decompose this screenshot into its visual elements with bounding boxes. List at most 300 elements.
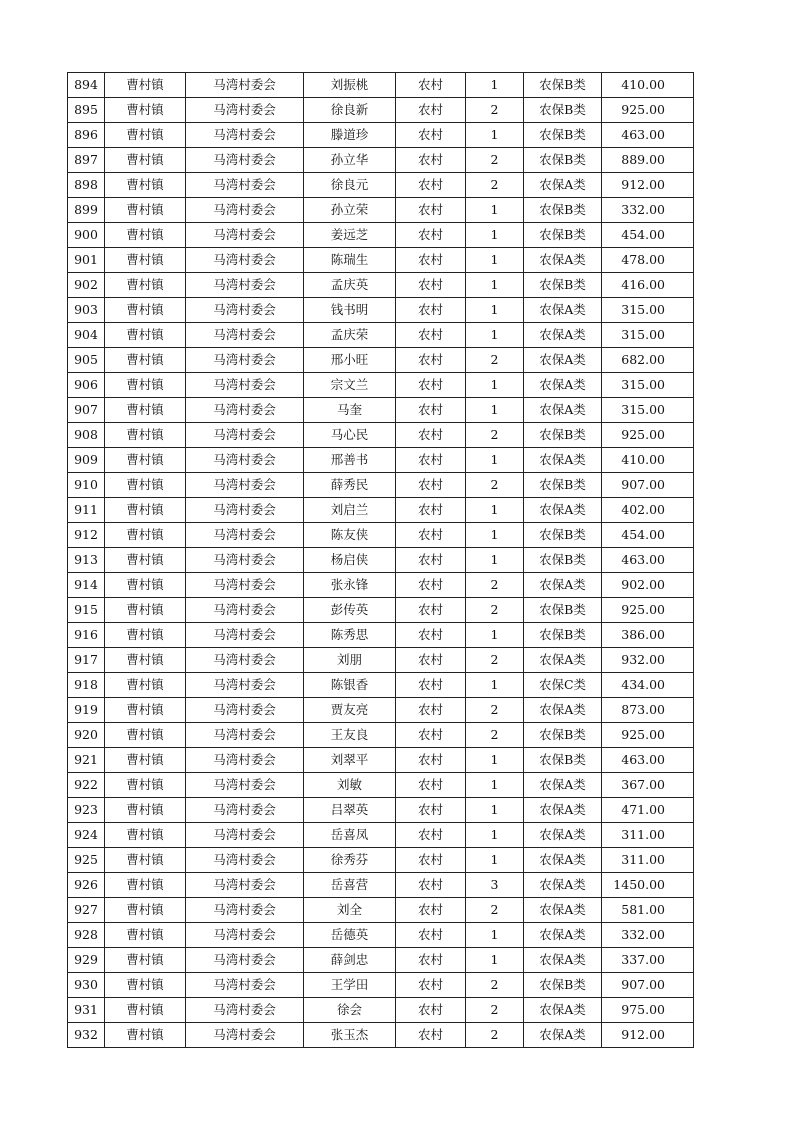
cell-town: 曹村镇 <box>105 273 186 298</box>
cell-name: 姜远芝 <box>304 223 396 248</box>
table-row <box>68 523 694 548</box>
cell-amount: 1450.00 <box>602 873 694 898</box>
cell-insurance-category: 农保A类 <box>524 948 602 973</box>
cell-village-committee: 马湾村委会 <box>186 723 304 748</box>
cell-household-type: 农村 <box>396 248 466 273</box>
cell-amount: 315.00 <box>602 298 694 323</box>
cell-amount: 932.00 <box>602 648 694 673</box>
cell-village-committee: 马湾村委会 <box>186 673 304 698</box>
cell-name: 王学田 <box>304 973 396 998</box>
cell-town: 曹村镇 <box>105 1023 186 1048</box>
cell-row-number: 930 <box>68 973 105 998</box>
cell-name: 刘敏 <box>304 773 396 798</box>
cell-row-number: 929 <box>68 948 105 973</box>
table-row <box>68 973 694 998</box>
table-row <box>68 73 694 98</box>
cell-name: 杨启侠 <box>304 548 396 573</box>
table-row <box>68 248 694 273</box>
cell-amount: 925.00 <box>602 423 694 448</box>
cell-people-count: 2 <box>466 473 524 498</box>
cell-people-count: 2 <box>466 348 524 373</box>
cell-town: 曹村镇 <box>105 298 186 323</box>
cell-village-committee: 马湾村委会 <box>186 573 304 598</box>
cell-amount: 386.00 <box>602 623 694 648</box>
cell-town: 曹村镇 <box>105 698 186 723</box>
cell-town: 曹村镇 <box>105 423 186 448</box>
cell-amount: 478.00 <box>602 248 694 273</box>
table-row <box>68 623 694 648</box>
cell-people-count: 1 <box>466 298 524 323</box>
cell-row-number: 920 <box>68 723 105 748</box>
cell-household-type: 农村 <box>396 373 466 398</box>
table-row <box>68 798 694 823</box>
cell-insurance-category: 农保A类 <box>524 248 602 273</box>
cell-name: 钱书明 <box>304 298 396 323</box>
cell-name: 刘全 <box>304 898 396 923</box>
cell-village-committee: 马湾村委会 <box>186 1023 304 1048</box>
cell-village-committee: 马湾村委会 <box>186 648 304 673</box>
cell-row-number: 910 <box>68 473 105 498</box>
table-row <box>68 773 694 798</box>
cell-row-number: 900 <box>68 223 105 248</box>
table-row <box>68 273 694 298</box>
cell-village-committee: 马湾村委会 <box>186 448 304 473</box>
cell-name: 张玉杰 <box>304 1023 396 1048</box>
table-row <box>68 598 694 623</box>
cell-village-committee: 马湾村委会 <box>186 273 304 298</box>
cell-name: 马奎 <box>304 398 396 423</box>
cell-insurance-category: 农保C类 <box>524 673 602 698</box>
cell-amount: 337.00 <box>602 948 694 973</box>
cell-village-committee: 马湾村委会 <box>186 698 304 723</box>
cell-amount: 367.00 <box>602 773 694 798</box>
cell-name: 孟庆英 <box>304 273 396 298</box>
cell-row-number: 908 <box>68 423 105 448</box>
cell-amount: 315.00 <box>602 398 694 423</box>
cell-insurance-category: 农保B类 <box>524 273 602 298</box>
cell-row-number: 931 <box>68 998 105 1023</box>
cell-people-count: 2 <box>466 423 524 448</box>
cell-household-type: 农村 <box>396 1023 466 1048</box>
cell-row-number: 911 <box>68 498 105 523</box>
cell-people-count: 1 <box>466 823 524 848</box>
cell-row-number: 917 <box>68 648 105 673</box>
cell-town: 曹村镇 <box>105 823 186 848</box>
cell-amount: 410.00 <box>602 73 694 98</box>
cell-amount: 925.00 <box>602 598 694 623</box>
cell-village-committee: 马湾村委会 <box>186 873 304 898</box>
cell-household-type: 农村 <box>396 898 466 923</box>
cell-household-type: 农村 <box>396 773 466 798</box>
cell-people-count: 2 <box>466 698 524 723</box>
cell-people-count: 1 <box>466 323 524 348</box>
cell-household-type: 农村 <box>396 848 466 873</box>
cell-town: 曹村镇 <box>105 523 186 548</box>
cell-household-type: 农村 <box>396 798 466 823</box>
cell-row-number: 905 <box>68 348 105 373</box>
cell-town: 曹村镇 <box>105 623 186 648</box>
cell-name: 吕翠英 <box>304 798 396 823</box>
table-row <box>68 348 694 373</box>
cell-name: 岳喜凤 <box>304 823 396 848</box>
cell-village-committee: 马湾村委会 <box>186 223 304 248</box>
cell-name: 孙立荣 <box>304 198 396 223</box>
cell-people-count: 1 <box>466 548 524 573</box>
cell-name: 邢小旺 <box>304 348 396 373</box>
table-row <box>68 723 694 748</box>
cell-name: 马心民 <box>304 423 396 448</box>
cell-village-committee: 马湾村委会 <box>186 623 304 648</box>
cell-amount: 332.00 <box>602 198 694 223</box>
table-row <box>68 1023 694 1048</box>
cell-name: 徐良新 <box>304 98 396 123</box>
cell-insurance-category: 农保A类 <box>524 398 602 423</box>
cell-household-type: 农村 <box>396 123 466 148</box>
cell-household-type: 农村 <box>396 548 466 573</box>
cell-people-count: 2 <box>466 573 524 598</box>
cell-amount: 463.00 <box>602 548 694 573</box>
cell-town: 曹村镇 <box>105 923 186 948</box>
cell-insurance-category: 农保A类 <box>524 323 602 348</box>
cell-name: 陈银香 <box>304 673 396 698</box>
cell-people-count: 1 <box>466 373 524 398</box>
cell-town: 曹村镇 <box>105 898 186 923</box>
cell-amount: 311.00 <box>602 823 694 848</box>
cell-household-type: 农村 <box>396 648 466 673</box>
cell-insurance-category: 农保B类 <box>524 198 602 223</box>
cell-insurance-category: 农保A类 <box>524 298 602 323</box>
cell-amount: 581.00 <box>602 898 694 923</box>
cell-village-committee: 马湾村委会 <box>186 973 304 998</box>
cell-village-committee: 马湾村委会 <box>186 923 304 948</box>
cell-insurance-category: 农保B类 <box>524 423 602 448</box>
cell-town: 曹村镇 <box>105 73 186 98</box>
cell-amount: 402.00 <box>602 498 694 523</box>
cell-insurance-category: 农保A类 <box>524 848 602 873</box>
table-row <box>68 848 694 873</box>
cell-household-type: 农村 <box>396 623 466 648</box>
table-row <box>68 448 694 473</box>
table-row <box>68 323 694 348</box>
cell-amount: 975.00 <box>602 998 694 1023</box>
cell-insurance-category: 农保B类 <box>524 223 602 248</box>
cell-people-count: 2 <box>466 723 524 748</box>
cell-household-type: 农村 <box>396 998 466 1023</box>
cell-name: 徐秀芬 <box>304 848 396 873</box>
cell-name: 岳喜营 <box>304 873 396 898</box>
cell-row-number: 897 <box>68 148 105 173</box>
cell-village-committee: 马湾村委会 <box>186 598 304 623</box>
cell-town: 曹村镇 <box>105 248 186 273</box>
cell-village-committee: 马湾村委会 <box>186 298 304 323</box>
cell-row-number: 899 <box>68 198 105 223</box>
cell-people-count: 1 <box>466 798 524 823</box>
cell-village-committee: 马湾村委会 <box>186 248 304 273</box>
cell-people-count: 1 <box>466 848 524 873</box>
cell-village-committee: 马湾村委会 <box>186 373 304 398</box>
cell-people-count: 1 <box>466 623 524 648</box>
cell-village-committee: 马湾村委会 <box>186 98 304 123</box>
cell-household-type: 农村 <box>396 173 466 198</box>
cell-people-count: 1 <box>466 248 524 273</box>
table-row <box>68 748 694 773</box>
cell-village-committee: 马湾村委会 <box>186 773 304 798</box>
cell-row-number: 896 <box>68 123 105 148</box>
cell-people-count: 1 <box>466 948 524 973</box>
cell-insurance-category: 农保A类 <box>524 573 602 598</box>
cell-people-count: 1 <box>466 923 524 948</box>
cell-row-number: 932 <box>68 1023 105 1048</box>
cell-village-committee: 马湾村委会 <box>186 148 304 173</box>
cell-row-number: 919 <box>68 698 105 723</box>
cell-insurance-category: 农保A类 <box>524 373 602 398</box>
cell-people-count: 2 <box>466 898 524 923</box>
table-row <box>68 573 694 598</box>
cell-town: 曹村镇 <box>105 148 186 173</box>
cell-people-count: 1 <box>466 498 524 523</box>
table-row <box>68 998 694 1023</box>
cell-town: 曹村镇 <box>105 223 186 248</box>
table-row <box>68 823 694 848</box>
cell-town: 曹村镇 <box>105 473 186 498</box>
cell-people-count: 2 <box>466 598 524 623</box>
cell-row-number: 921 <box>68 748 105 773</box>
table-row <box>68 373 694 398</box>
cell-row-number: 922 <box>68 773 105 798</box>
cell-insurance-category: 农保A类 <box>524 923 602 948</box>
cell-household-type: 农村 <box>396 198 466 223</box>
cell-people-count: 2 <box>466 648 524 673</box>
table-row <box>68 948 694 973</box>
cell-household-type: 农村 <box>396 523 466 548</box>
cell-village-committee: 马湾村委会 <box>186 423 304 448</box>
cell-town: 曹村镇 <box>105 373 186 398</box>
cell-household-type: 农村 <box>396 98 466 123</box>
table-row <box>68 223 694 248</box>
cell-household-type: 农村 <box>396 973 466 998</box>
cell-row-number: 928 <box>68 923 105 948</box>
cell-insurance-category: 农保B类 <box>524 548 602 573</box>
cell-amount: 471.00 <box>602 798 694 823</box>
cell-town: 曹村镇 <box>105 648 186 673</box>
cell-village-committee: 马湾村委会 <box>186 498 304 523</box>
cell-insurance-category: 农保A类 <box>524 698 602 723</box>
cell-town: 曹村镇 <box>105 873 186 898</box>
cell-insurance-category: 农保B类 <box>524 73 602 98</box>
cell-people-count: 1 <box>466 673 524 698</box>
cell-insurance-category: 农保A类 <box>524 898 602 923</box>
cell-name: 彭传英 <box>304 598 396 623</box>
cell-name: 张永锋 <box>304 573 396 598</box>
cell-row-number: 915 <box>68 598 105 623</box>
cell-town: 曹村镇 <box>105 498 186 523</box>
table-row <box>68 473 694 498</box>
cell-village-committee: 马湾村委会 <box>186 948 304 973</box>
cell-household-type: 农村 <box>396 348 466 373</box>
cell-name: 陈友侠 <box>304 523 396 548</box>
table-row <box>68 873 694 898</box>
cell-row-number: 913 <box>68 548 105 573</box>
cell-amount: 912.00 <box>602 173 694 198</box>
cell-insurance-category: 农保B类 <box>524 748 602 773</box>
cell-amount: 925.00 <box>602 723 694 748</box>
cell-amount: 463.00 <box>602 748 694 773</box>
cell-name: 薛剑忠 <box>304 948 396 973</box>
cell-amount: 315.00 <box>602 323 694 348</box>
cell-amount: 454.00 <box>602 523 694 548</box>
cell-people-count: 3 <box>466 873 524 898</box>
cell-village-committee: 马湾村委会 <box>186 123 304 148</box>
data-table <box>67 72 694 1048</box>
cell-row-number: 906 <box>68 373 105 398</box>
cell-amount: 907.00 <box>602 473 694 498</box>
cell-household-type: 农村 <box>396 448 466 473</box>
cell-insurance-category: 农保B类 <box>524 98 602 123</box>
cell-people-count: 1 <box>466 198 524 223</box>
cell-town: 曹村镇 <box>105 173 186 198</box>
cell-name: 滕道珍 <box>304 123 396 148</box>
table-body <box>68 73 694 1048</box>
cell-people-count: 2 <box>466 148 524 173</box>
cell-row-number: 912 <box>68 523 105 548</box>
cell-insurance-category: 农保B类 <box>524 123 602 148</box>
cell-people-count: 1 <box>466 748 524 773</box>
cell-amount: 463.00 <box>602 123 694 148</box>
cell-name: 王友良 <box>304 723 396 748</box>
cell-people-count: 1 <box>466 523 524 548</box>
cell-row-number: 904 <box>68 323 105 348</box>
cell-household-type: 农村 <box>396 298 466 323</box>
cell-insurance-category: 农保A类 <box>524 823 602 848</box>
cell-household-type: 农村 <box>396 273 466 298</box>
cell-name: 刘翠平 <box>304 748 396 773</box>
cell-household-type: 农村 <box>396 423 466 448</box>
cell-insurance-category: 农保A类 <box>524 173 602 198</box>
table-row <box>68 123 694 148</box>
cell-village-committee: 马湾村委会 <box>186 348 304 373</box>
cell-insurance-category: 农保B类 <box>524 523 602 548</box>
cell-village-committee: 马湾村委会 <box>186 748 304 773</box>
cell-name: 刘朋 <box>304 648 396 673</box>
cell-insurance-category: 农保A类 <box>524 998 602 1023</box>
cell-amount: 873.00 <box>602 698 694 723</box>
cell-row-number: 909 <box>68 448 105 473</box>
cell-insurance-category: 农保A类 <box>524 798 602 823</box>
cell-household-type: 农村 <box>396 223 466 248</box>
table-row <box>68 423 694 448</box>
cell-row-number: 916 <box>68 623 105 648</box>
cell-household-type: 农村 <box>396 73 466 98</box>
cell-insurance-category: 农保B类 <box>524 623 602 648</box>
table-row <box>68 923 694 948</box>
cell-town: 曹村镇 <box>105 198 186 223</box>
cell-insurance-category: 农保A类 <box>524 648 602 673</box>
table-row <box>68 548 694 573</box>
cell-people-count: 1 <box>466 73 524 98</box>
cell-row-number: 902 <box>68 273 105 298</box>
table-row <box>68 298 694 323</box>
cell-people-count: 1 <box>466 273 524 298</box>
cell-row-number: 894 <box>68 73 105 98</box>
cell-household-type: 农村 <box>396 873 466 898</box>
cell-people-count: 2 <box>466 98 524 123</box>
cell-village-committee: 马湾村委会 <box>186 898 304 923</box>
cell-household-type: 农村 <box>396 948 466 973</box>
cell-amount: 907.00 <box>602 973 694 998</box>
cell-insurance-category: 农保A类 <box>524 873 602 898</box>
table-row <box>68 898 694 923</box>
cell-row-number: 895 <box>68 98 105 123</box>
cell-town: 曹村镇 <box>105 973 186 998</box>
cell-name: 邢善书 <box>304 448 396 473</box>
cell-town: 曹村镇 <box>105 598 186 623</box>
cell-village-committee: 马湾村委会 <box>186 398 304 423</box>
cell-insurance-category: 农保A类 <box>524 348 602 373</box>
table-row <box>68 498 694 523</box>
cell-village-committee: 马湾村委会 <box>186 998 304 1023</box>
cell-amount: 889.00 <box>602 148 694 173</box>
cell-insurance-category: 农保A类 <box>524 448 602 473</box>
cell-insurance-category: 农保B类 <box>524 148 602 173</box>
cell-people-count: 1 <box>466 448 524 473</box>
cell-household-type: 农村 <box>396 148 466 173</box>
cell-name: 刘启兰 <box>304 498 396 523</box>
cell-name: 陈秀思 <box>304 623 396 648</box>
cell-row-number: 925 <box>68 848 105 873</box>
cell-name: 徐会 <box>304 998 396 1023</box>
cell-row-number: 907 <box>68 398 105 423</box>
cell-household-type: 农村 <box>396 673 466 698</box>
cell-household-type: 农村 <box>396 498 466 523</box>
cell-row-number: 903 <box>68 298 105 323</box>
cell-amount: 434.00 <box>602 673 694 698</box>
cell-village-committee: 马湾村委会 <box>186 198 304 223</box>
cell-insurance-category: 农保B类 <box>524 723 602 748</box>
cell-village-committee: 马湾村委会 <box>186 548 304 573</box>
cell-name: 孙立华 <box>304 148 396 173</box>
cell-town: 曹村镇 <box>105 123 186 148</box>
table-row <box>68 648 694 673</box>
cell-people-count: 1 <box>466 773 524 798</box>
cell-town: 曹村镇 <box>105 673 186 698</box>
cell-town: 曹村镇 <box>105 323 186 348</box>
cell-town: 曹村镇 <box>105 773 186 798</box>
cell-amount: 416.00 <box>602 273 694 298</box>
cell-amount: 454.00 <box>602 223 694 248</box>
cell-amount: 315.00 <box>602 373 694 398</box>
cell-row-number: 923 <box>68 798 105 823</box>
cell-name: 孟庆荣 <box>304 323 396 348</box>
cell-town: 曹村镇 <box>105 398 186 423</box>
cell-people-count: 1 <box>466 223 524 248</box>
cell-town: 曹村镇 <box>105 98 186 123</box>
cell-town: 曹村镇 <box>105 573 186 598</box>
cell-insurance-category: 农保A类 <box>524 498 602 523</box>
cell-town: 曹村镇 <box>105 548 186 573</box>
cell-name: 徐良元 <box>304 173 396 198</box>
cell-row-number: 901 <box>68 248 105 273</box>
cell-town: 曹村镇 <box>105 998 186 1023</box>
cell-household-type: 农村 <box>396 823 466 848</box>
cell-insurance-category: 农保A类 <box>524 773 602 798</box>
table-row <box>68 173 694 198</box>
cell-amount: 332.00 <box>602 923 694 948</box>
cell-household-type: 农村 <box>396 698 466 723</box>
cell-amount: 311.00 <box>602 848 694 873</box>
cell-village-committee: 马湾村委会 <box>186 823 304 848</box>
cell-village-committee: 马湾村委会 <box>186 798 304 823</box>
cell-village-committee: 马湾村委会 <box>186 173 304 198</box>
